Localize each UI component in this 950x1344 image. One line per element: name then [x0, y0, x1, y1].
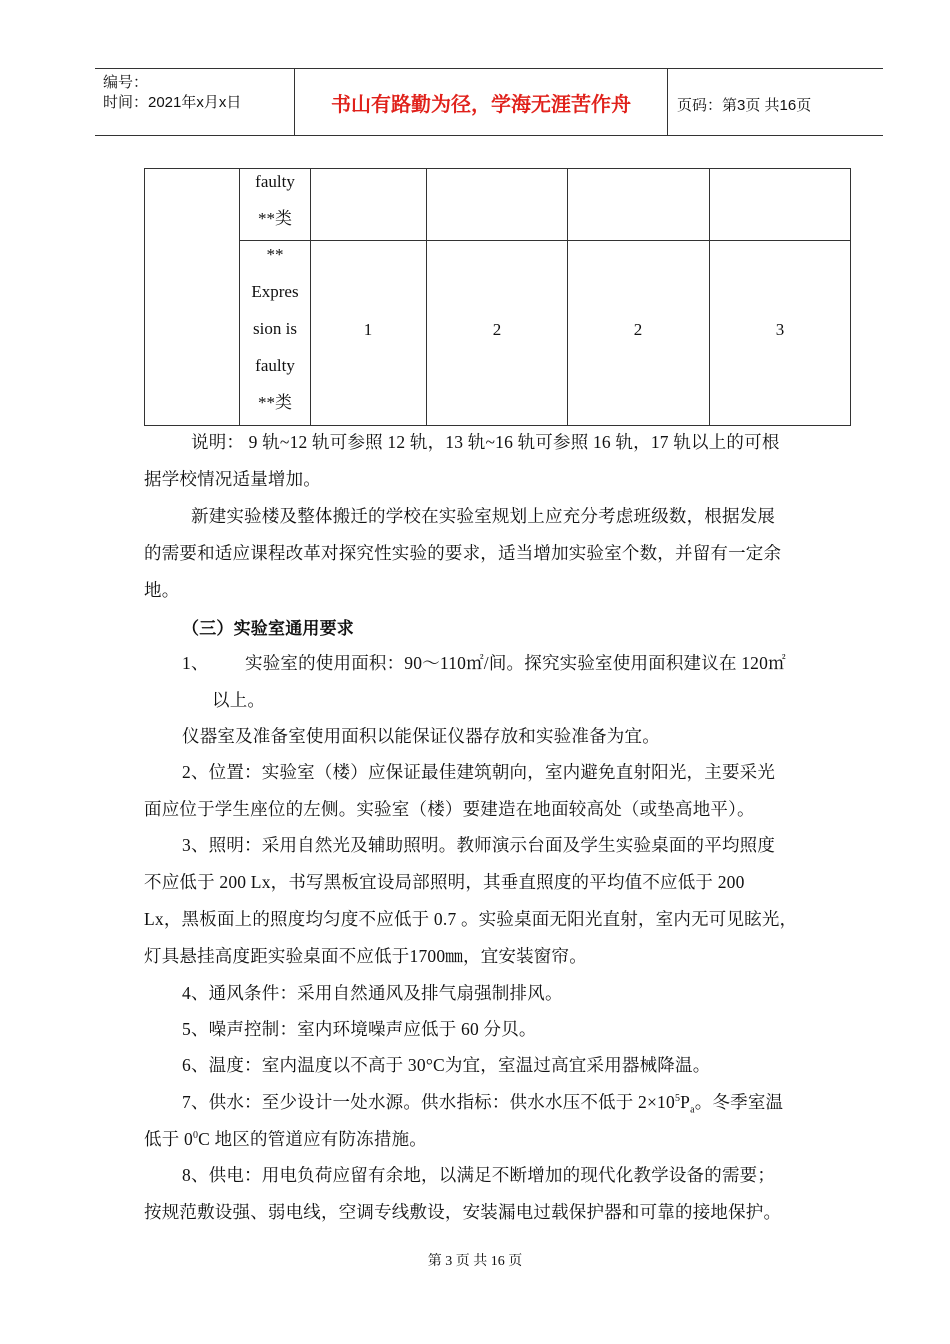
table-cell-value: 1 [363, 320, 373, 339]
para1-line3: 地。 [144, 580, 180, 600]
section-heading: （三）实验室通用要求 [182, 619, 354, 639]
table-row1-label [240, 163, 310, 237]
table-row2-line3: sion is [253, 319, 297, 338]
header-bottom-rule [95, 135, 883, 136]
header-motto: 书山有路勤为径，学海无涯苦作舟 [331, 92, 631, 116]
table-cell-value: 2 [633, 320, 643, 339]
note-line2: 据学校情况适量增加。 [144, 469, 321, 489]
item8-line2: 按规范敷设强、弱电线，空调专线敷设，安装漏电过载保护器和可靠的接地保护。 [144, 1202, 782, 1222]
item1-number: 1、 [182, 653, 209, 673]
table-row1-line2: **类 [258, 209, 292, 228]
header-number-label: 编号： [103, 74, 149, 91]
item8-line1: 8、供电：用电负荷应留有余地，以满足不断增加的现代化教学设备的需要； [182, 1165, 776, 1185]
table-row2-line2: Expres [251, 282, 299, 301]
item3-line2: 不应低于 200 Lx，书写黑板宜设局部照明，其垂直照度的平均值不应低于 200 [144, 872, 745, 892]
table-row2-line5: **类 [258, 393, 292, 412]
header-divider-right [667, 69, 668, 136]
table-row2-line4: faulty [255, 356, 295, 375]
table-row2-label [240, 236, 310, 421]
table-row2-line1: ** [266, 245, 284, 264]
item3-line1: 3、照明：采用自然光及辅助照明。教师演示台面及学生实验桌面的平均照度 [182, 835, 776, 855]
note-line1: 说明： 9 轨~12 轨可参照 12 轨，13 轨~16 轨可参照 16 轨，17 轨以上的可根 [191, 432, 780, 452]
item1-line1: 实验室的使用面积：90～110㎡/间。探究实验室使用面积建议在 120㎡ [245, 653, 786, 673]
item2-line1: 2、位置：实验室（楼）应保证最佳建筑朝向，室内避免直射阳光，主要采光 [182, 762, 776, 782]
page-footer: 第 3 页 共 16 页 [427, 1254, 523, 1269]
table-cell-value: 3 [775, 320, 785, 339]
item3-line3: Lx，黑板面上的照度均匀度不应低于 0.7 。实验桌面无阳光直射，室内无可见眩光， [144, 909, 798, 929]
item6: 6、温度：室内温度以不高于 30°C为宜，室温过高宜采用器械降温。 [182, 1055, 711, 1075]
item7-line2: 低于 $0^0C$ 地区的管道应有防冻措施。 [144, 1129, 427, 1149]
header-page-label: 页码：第3页 共16页 [677, 97, 812, 114]
header-divider-left [294, 69, 295, 136]
item1-line2: 以上。 [212, 690, 266, 710]
para1-line1: 新建实验楼及整体搬迁的学校在实验室规划上应充分考虑班级数，根据发展 [191, 506, 776, 526]
item2-line2: 面应位于学生座位的左侧。实验室（楼）要建造在地面较高处（或垫高地平）。 [144, 799, 755, 819]
header-time-label: 时间：2021年x月x日 [103, 94, 242, 111]
item5: 5、噪声控制：室内环境噪声应低于 60 分贝。 [182, 1019, 537, 1039]
header-top-rule [95, 68, 883, 69]
para1-line2: 的需要和适应课程改革对探究性实验的要求，适当增加实验室个数，并留有一定余 [144, 543, 782, 563]
item4: 4、通风条件：采用自然通风及排气扇强制排风。 [182, 983, 563, 1003]
item1-line3: 仪器室及准备室使用面积以能保证仪器存放和实验准备为宜。 [182, 726, 660, 746]
table-cell-value: 2 [492, 320, 502, 339]
table-row1-line1: faulty [255, 172, 295, 191]
item7-line1: 7、供水：至少设计一处水源。供水指标：供水水压不低于 $2\times 10^5P_a$。冬季室温 [182, 1092, 784, 1116]
item3-line4: 灯具悬挂高度距实验桌面不应低于1700㎜，宜安装窗帘。 [144, 946, 587, 966]
